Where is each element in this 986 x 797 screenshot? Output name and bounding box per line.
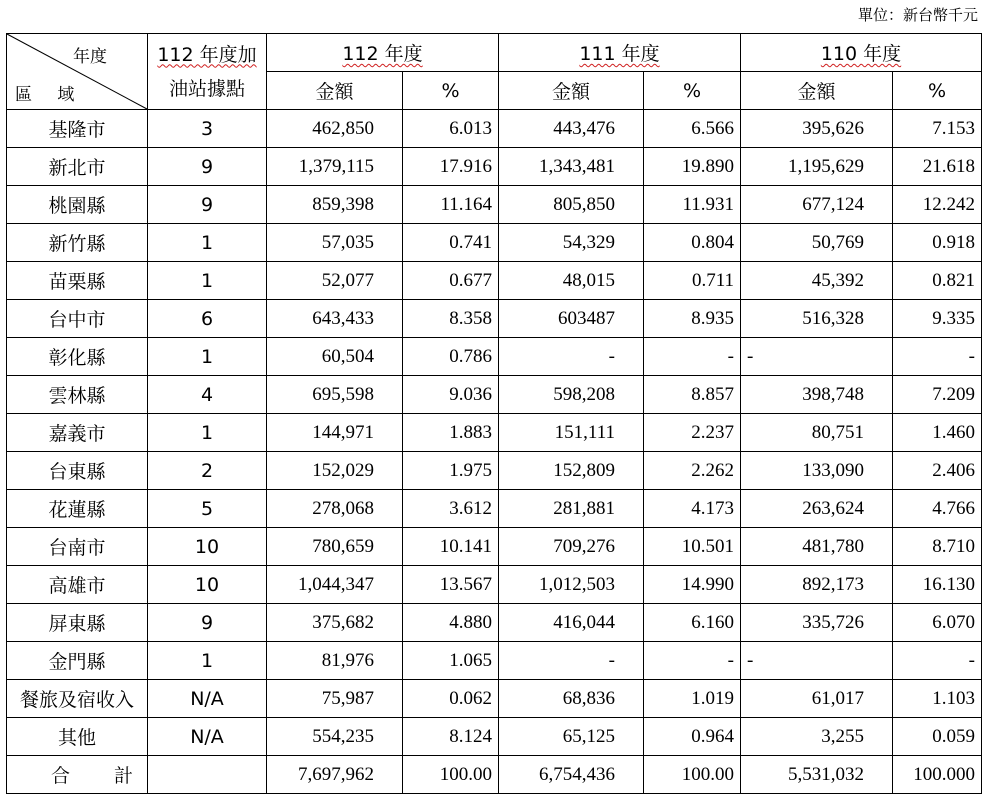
stations-cell: 1	[148, 338, 267, 376]
percent-111-cell: 6.160	[644, 604, 741, 642]
percent-110-cell: -	[893, 642, 982, 680]
percent-110-cell: 1.103	[893, 680, 982, 718]
percent-112-cell: 10.141	[403, 528, 499, 566]
percent-112-cell: 100.00	[403, 756, 499, 794]
percent-110-cell: 0.821	[893, 262, 982, 300]
year-111-header: 111 年度	[499, 34, 741, 72]
percent-112-cell: 8.124	[403, 718, 499, 756]
amount-112-cell: 462,850	[267, 110, 403, 148]
table-row	[7, 224, 982, 262]
header-row-1	[7, 34, 982, 72]
amount-110-cell: 263,624	[741, 490, 893, 528]
amount-110-cell: 398,748	[741, 376, 893, 414]
amount-110-cell: 80,751	[741, 414, 893, 452]
region-cell: 花蓮縣	[7, 490, 148, 528]
amount-110-cell: 335,726	[741, 604, 893, 642]
percent-112-cell: 11.164	[403, 186, 499, 224]
table-row	[7, 718, 982, 756]
region-cell: 台南市	[7, 528, 148, 566]
amount-112-cell: 375,682	[267, 604, 403, 642]
amount-111-cell: 443,476	[499, 110, 644, 148]
percent-110-cell: 21.618	[893, 148, 982, 186]
stations-cell: 9	[148, 148, 267, 186]
table-row	[7, 148, 982, 186]
region-cell: 彰化縣	[7, 338, 148, 376]
percent-110-cell: 7.153	[893, 110, 982, 148]
year-112-header: 112 年度	[267, 34, 499, 72]
region-cell: 合計	[7, 756, 148, 794]
amount-111-cell: 48,015	[499, 262, 644, 300]
amount-110-cell: -	[741, 642, 893, 680]
stations-header-line2: 油站據點	[168, 77, 245, 100]
year-110-header: 110 年度	[741, 34, 982, 72]
percent-110-cell: 12.242	[893, 186, 982, 224]
amount-112-cell: 75,987	[267, 680, 403, 718]
amount-112-cell: 554,235	[267, 718, 403, 756]
amount-110-cell: 1,195,629	[741, 148, 893, 186]
amount-111-cell: 416,044	[499, 604, 644, 642]
percent-111-cell: -	[644, 642, 741, 680]
amount-111-cell: 281,881	[499, 490, 644, 528]
percent-110-cell: 100.000	[893, 756, 982, 794]
stations-cell: 2	[148, 452, 267, 490]
percent-112-cell: 17.916	[403, 148, 499, 186]
percent-112-cell: 0.062	[403, 680, 499, 718]
percent-110-cell: -	[893, 338, 982, 376]
percent-110-cell: 0.918	[893, 224, 982, 262]
amount-112-cell: 60,504	[267, 338, 403, 376]
table-row	[7, 300, 982, 338]
amount-112-cell: 859,398	[267, 186, 403, 224]
stations-cell: 1	[148, 224, 267, 262]
table-row	[7, 414, 982, 452]
total-row	[7, 756, 982, 794]
region-cell: 基隆市	[7, 110, 148, 148]
amount-112-cell: 144,971	[267, 414, 403, 452]
percent-111-cell: 6.566	[644, 110, 741, 148]
amount-112-cell: 57,035	[267, 224, 403, 262]
amount-111-cell: 54,329	[499, 224, 644, 262]
percent-111-cell: -	[644, 338, 741, 376]
stations-cell: 3	[148, 110, 267, 148]
table-row	[7, 642, 982, 680]
stations-header	[148, 34, 267, 110]
percent-112-cell: 1.975	[403, 452, 499, 490]
region-cell: 高雄市	[7, 566, 148, 604]
amount-111-cell: 68,836	[499, 680, 644, 718]
stations-cell: N/A	[148, 718, 267, 756]
stations-cell: 9	[148, 186, 267, 224]
region-cell: 台東縣	[7, 452, 148, 490]
percent-111-cell: 19.890	[644, 148, 741, 186]
table-row	[7, 490, 982, 528]
percent-112-cell: 0.786	[403, 338, 499, 376]
amount-110-cell: 395,626	[741, 110, 893, 148]
percent-110-cell: 6.070	[893, 604, 982, 642]
amount-112-cell: 1,379,115	[267, 148, 403, 186]
percent-112-cell: 8.358	[403, 300, 499, 338]
region-cell: 桃園縣	[7, 186, 148, 224]
percent-111-cell: 0.964	[644, 718, 741, 756]
percent-112-cell: 9.036	[403, 376, 499, 414]
region-cell: 餐旅及宿收入	[7, 680, 148, 718]
percent-111-cell: 4.173	[644, 490, 741, 528]
percent-112-cell: 1.065	[403, 642, 499, 680]
region-cell: 其他	[7, 718, 148, 756]
amount-110-cell: 133,090	[741, 452, 893, 490]
stations-cell: 1	[148, 642, 267, 680]
amount-111-cell: 598,208	[499, 376, 644, 414]
percent-111-cell: 2.237	[644, 414, 741, 452]
amount-111-cell: 151,111	[499, 414, 644, 452]
percent-111-cell: 100.00	[644, 756, 741, 794]
percent-112-cell: 0.741	[403, 224, 499, 262]
table-row	[7, 262, 982, 300]
table-row	[7, 338, 982, 376]
amount-110-cell: 516,328	[741, 300, 893, 338]
stations-cell: 4	[148, 376, 267, 414]
percent-111-cell: 0.711	[644, 262, 741, 300]
amount-111-cell: -	[499, 338, 644, 376]
amount-header-110: 金額	[741, 72, 893, 110]
percent-112-cell: 4.880	[403, 604, 499, 642]
table-row	[7, 566, 982, 604]
table-row	[7, 528, 982, 566]
table-row	[7, 110, 982, 148]
stations-cell: N/A	[148, 680, 267, 718]
percent-header-111: %	[644, 72, 741, 110]
corner-region-label: 區 域	[15, 85, 85, 105]
amount-110-cell: 50,769	[741, 224, 893, 262]
amount-110-cell: 61,017	[741, 680, 893, 718]
amount-112-cell: 643,433	[267, 300, 403, 338]
amount-header-111: 金額	[499, 72, 644, 110]
amount-112-cell: 81,976	[267, 642, 403, 680]
amount-112-cell: 152,029	[267, 452, 403, 490]
percent-112-cell: 13.567	[403, 566, 499, 604]
percent-111-cell: 11.931	[644, 186, 741, 224]
amount-112-cell: 780,659	[267, 528, 403, 566]
percent-110-cell: 8.710	[893, 528, 982, 566]
percent-110-cell: 1.460	[893, 414, 982, 452]
percent-111-cell: 8.935	[644, 300, 741, 338]
stations-header-line1: 112 年度加	[157, 43, 257, 66]
stations-cell: 10	[148, 566, 267, 604]
amount-111-cell: 805,850	[499, 186, 644, 224]
percent-110-cell: 4.766	[893, 490, 982, 528]
percent-111-cell: 14.990	[644, 566, 741, 604]
table-row	[7, 680, 982, 718]
stations-cell: 1	[148, 414, 267, 452]
table-row	[7, 376, 982, 414]
amount-111-cell: 1,343,481	[499, 148, 644, 186]
unit-note: 單位：新台幣千元	[857, 6, 978, 24]
region-cell: 雲林縣	[7, 376, 148, 414]
region-cell: 嘉義市	[7, 414, 148, 452]
region-cell: 新北市	[7, 148, 148, 186]
percent-111-cell: 0.804	[644, 224, 741, 262]
amount-110-cell: 481,780	[741, 528, 893, 566]
amount-111-cell: 1,012,503	[499, 566, 644, 604]
stations-cell: 6	[148, 300, 267, 338]
amount-110-cell: 3,255	[741, 718, 893, 756]
amount-header-112: 金額	[267, 72, 403, 110]
corner-year-label: 年度	[73, 47, 107, 67]
percent-111-cell: 2.262	[644, 452, 741, 490]
amount-112-cell: 1,044,347	[267, 566, 403, 604]
amount-111-cell: 152,809	[499, 452, 644, 490]
percent-110-cell: 7.209	[893, 376, 982, 414]
amount-110-cell: 892,173	[741, 566, 893, 604]
percent-header-110: %	[893, 72, 982, 110]
percent-110-cell: 2.406	[893, 452, 982, 490]
percent-112-cell: 0.677	[403, 262, 499, 300]
percent-110-cell: 9.335	[893, 300, 982, 338]
amount-112-cell: 52,077	[267, 262, 403, 300]
percent-112-cell: 1.883	[403, 414, 499, 452]
percent-header-112: %	[403, 72, 499, 110]
region-cell: 台中市	[7, 300, 148, 338]
revenue-table	[6, 33, 982, 794]
percent-112-cell: 3.612	[403, 490, 499, 528]
percent-111-cell: 8.857	[644, 376, 741, 414]
stations-cell: 9	[148, 604, 267, 642]
region-cell: 新竹縣	[7, 224, 148, 262]
percent-111-cell: 10.501	[644, 528, 741, 566]
amount-112-cell: 7,697,962	[267, 756, 403, 794]
amount-111-cell: 6,754,436	[499, 756, 644, 794]
table-row	[7, 604, 982, 642]
region-cell: 金門縣	[7, 642, 148, 680]
table-row	[7, 452, 982, 490]
percent-110-cell: 0.059	[893, 718, 982, 756]
amount-110-cell: 677,124	[741, 186, 893, 224]
amount-111-cell: -	[499, 642, 644, 680]
table-row	[7, 186, 982, 224]
amount-111-cell: 65,125	[499, 718, 644, 756]
amount-110-cell: -	[741, 338, 893, 376]
region-cell: 苗栗縣	[7, 262, 148, 300]
stations-cell: 10	[148, 528, 267, 566]
amount-110-cell: 45,392	[741, 262, 893, 300]
amount-111-cell: 603487	[499, 300, 644, 338]
amount-111-cell: 709,276	[499, 528, 644, 566]
amount-112-cell: 278,068	[267, 490, 403, 528]
stations-cell: 1	[148, 262, 267, 300]
stations-cell: 5	[148, 490, 267, 528]
corner-header-cell	[7, 34, 148, 110]
percent-111-cell: 1.019	[644, 680, 741, 718]
amount-110-cell: 5,531,032	[741, 756, 893, 794]
region-cell: 屏東縣	[7, 604, 148, 642]
percent-110-cell: 16.130	[893, 566, 982, 604]
percent-112-cell: 6.013	[403, 110, 499, 148]
amount-112-cell: 695,598	[267, 376, 403, 414]
